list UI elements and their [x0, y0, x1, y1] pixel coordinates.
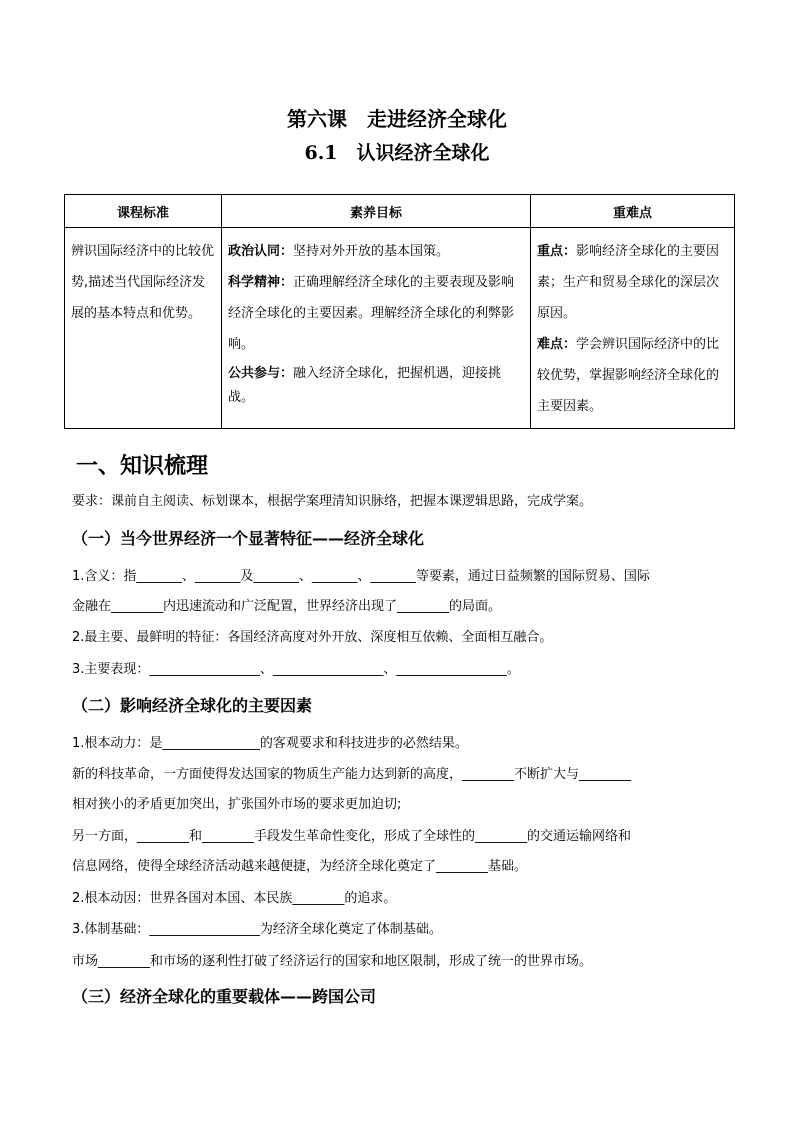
text-line: 1.根本动力：是_______________的客观要求和科技进步的必然结果。: [72, 736, 468, 751]
text-line: 2.根本动因：世界各国对本国、本民族________的追求。: [72, 891, 397, 906]
curriculum-standard-text: 辨识国际经济中的比较优势,描述当代国际经济发展的基本特点和优势。: [71, 244, 215, 321]
goal-political: [228, 236, 524, 267]
text-line: 2.最主要、最鲜明的特征：各国经济高度对外开放、深度相互依赖、全面相互融合。: [72, 630, 553, 645]
text-line: 3.体制基础：_________________为经济全球化奠定了体制基础。: [72, 922, 442, 937]
table-body-row: [65, 228, 735, 429]
goal-label: 公共参与：: [228, 366, 294, 381]
key-difficulties-cell: [531, 228, 735, 429]
header-curriculum-standard: 课程标准: [65, 195, 222, 228]
lesson-title: 第六课 走进经济全球化: [287, 107, 507, 131]
curriculum-standard-cell: [65, 228, 222, 429]
curriculum-table: [64, 194, 735, 429]
requirement-text: 要求：课前自主阅读、标划课本，根据学案理清知识脉络，把握本课逻辑思路，完成学案。: [72, 494, 593, 509]
goal-label: 政治认同：: [228, 244, 294, 259]
key-point: [537, 236, 728, 329]
section-heading: 一、知识梳理: [76, 454, 209, 479]
subsection-heading-3: （三）经济全球化的重要载体——跨国公司: [72, 987, 377, 1006]
key-text: 影响经济全球化的主要因素；生产和贸易全球化的深层次原因。: [537, 244, 720, 321]
text-line: 新的科技革命，一方面使得发达国家的物质生产能力达到新的高度，________不断扩大与________: [72, 767, 632, 782]
text-line: 另一方面，________和________手段发生革命性变化，形成了全球性的________的交通运输网络和: [72, 829, 632, 844]
difficult-label: 难点：: [537, 337, 577, 352]
goal-text: 融入经济全球化，把握机遇，迎接挑战。: [228, 366, 502, 405]
header-key-difficulties: 重难点: [531, 195, 735, 228]
text-line: 1.含义：指_______、_______及_______、_______、_______等要素，通过日益频繁的国际贸易、国际: [72, 569, 650, 584]
goal-participation: [228, 362, 524, 410]
literacy-goals-cell: [222, 228, 531, 429]
table-header-row: [65, 195, 735, 228]
text-line: 市场________和市场的逐利性打破了经济运行的国家和地区限制，形成了统一的世界市场。: [72, 954, 593, 969]
subsection-heading-2: （二）影响经济全球化的主要因素: [72, 696, 313, 715]
goal-text: 坚持对外开放的基本国策。: [293, 244, 450, 259]
key-label: 重点：: [537, 244, 577, 259]
section-subtitle: 6.1 认识经济全球化: [304, 142, 490, 164]
goal-label: 科学精神：: [228, 275, 294, 290]
goal-text: 正确理解经济全球化的主要表现及影响经济全球化的主要因素。理解经济全球化的利弊影响。: [228, 275, 515, 352]
subsection-heading-1: （一）当今世界经济一个显著特征——经济全球化: [72, 529, 425, 548]
text-line: 金融在________内迅速流动和广泛配置，世界经济出现了________的局面。: [72, 599, 502, 614]
text-line: 信息网络，使得全球经济活动越来越便捷，为经济全球化奠定了________基础。: [72, 859, 528, 874]
goal-science: [228, 267, 524, 360]
header-literacy-goals: 素养目标: [222, 195, 531, 228]
difficult-text: 学会辨识国际经济中的比较优势，掌握影响经济全球化的主要因素。: [537, 337, 720, 414]
text-line: 3.主要表现：_________________、_________________、_________________。: [72, 662, 520, 677]
text-line: 相对狭小的矛盾更加突出，扩张国外市场的要求更加迫切;: [72, 797, 402, 812]
difficult-point: [537, 329, 728, 422]
